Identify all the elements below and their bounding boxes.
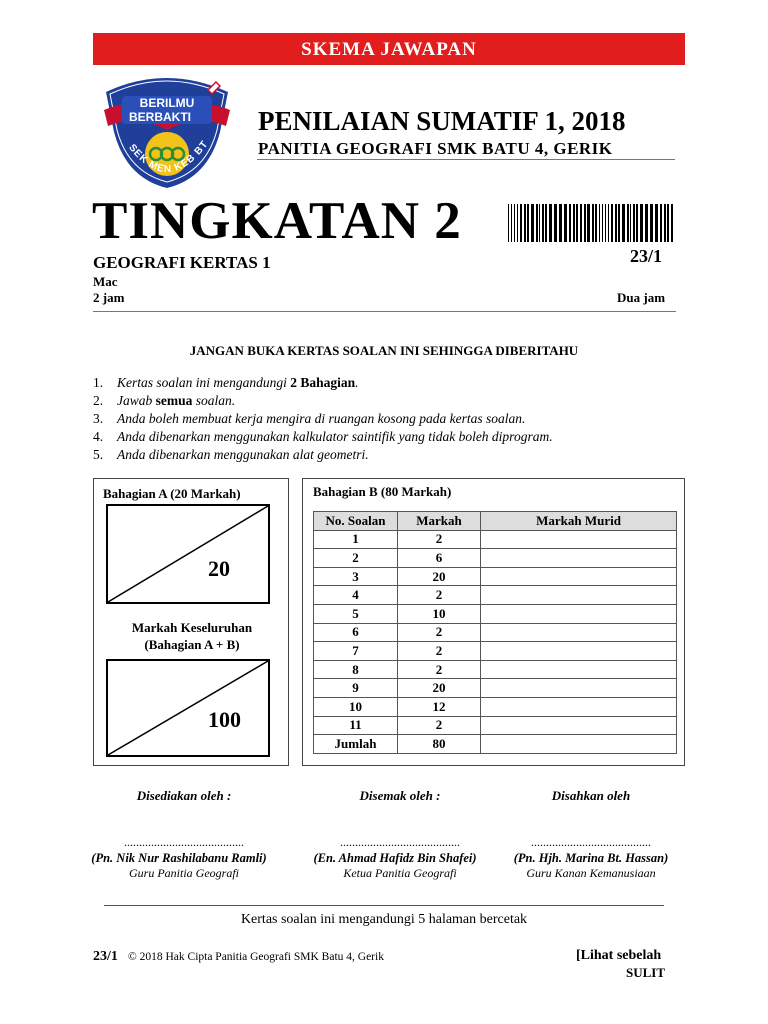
signatory-role: Guru Panitia Geografi xyxy=(129,866,239,880)
table-row: 4 2 xyxy=(314,586,677,605)
instruction-item: 1. Kertas soalan ini mengandungi 2 Bahagian. xyxy=(93,375,359,390)
instruction-item: 5. Anda dibenarkan menggunakan alat geometri. xyxy=(93,447,369,462)
exam-duration: 2 jam xyxy=(93,290,125,305)
column-header: Markah xyxy=(398,512,481,531)
table-row: 8 2 xyxy=(314,660,677,679)
signature-heading: Disediakan oleh : xyxy=(136,788,232,803)
info-divider xyxy=(93,311,676,312)
exam-month: Mac xyxy=(93,274,118,289)
exam-subtitle: PANITIA GEOGRAFI SMK BATU 4, GERIK xyxy=(258,139,613,158)
footer-copyright: © 2018 Hak Cipta Panitia Geografi SMK Batu 4, Gerik xyxy=(128,951,384,963)
signatory-role: Guru Kanan Kemanusiaan xyxy=(526,866,656,880)
section-a-score: 20 xyxy=(208,556,230,581)
table-row: 11 2 xyxy=(314,716,677,735)
student-mark-cell xyxy=(481,642,677,661)
logo-motto-2: BERBAKTI xyxy=(129,110,191,124)
instruction-item: 3. Anda boleh membuat kerja mengira di ruangan kosong pada kertas soalan. xyxy=(93,411,526,426)
footer-paper-code: 23/1 xyxy=(93,949,118,964)
signature-block-approved xyxy=(491,788,691,881)
exam-duration-words: Dua jam xyxy=(617,290,666,305)
logo-motto-1: BERILMU xyxy=(139,96,195,110)
instruction-item: 4. Anda dibenarkan menggunakan kalkulator saintifik yang tidak boleh diprogram. xyxy=(93,429,553,444)
logo-ring-text: SEK MEN KEB BT xyxy=(126,138,211,176)
section-b-label: Bahagian B (80 Markah) xyxy=(313,484,452,499)
table-row: 7 2 xyxy=(314,642,677,661)
total-score-sublabel: (Bahagian A + B) xyxy=(144,637,240,652)
marks-table xyxy=(313,511,677,754)
table-row: 10 12 xyxy=(314,697,677,716)
paper-code: 23/1 xyxy=(630,246,663,266)
page-count-note: Kertas soalan ini mengandungi 5 halaman bercetak xyxy=(240,912,528,927)
table-header-row xyxy=(314,512,677,531)
instruction-item: 2. Jawab semua soalan. xyxy=(93,393,236,408)
table-row: 5 10 xyxy=(314,604,677,623)
signature-line: ........................................ xyxy=(531,835,651,849)
signatory-role: Ketua Panitia Geografi xyxy=(343,866,457,880)
warning-notice: JANGAN BUKA KERTAS SOALAN INI SEHINGGA DIBERITAHU xyxy=(189,343,579,358)
table-row: 3 20 xyxy=(314,567,677,586)
signature-heading: Disemak oleh : xyxy=(359,788,441,803)
header-divider xyxy=(257,159,675,160)
signature-block-prepared xyxy=(84,788,284,881)
student-mark-cell xyxy=(481,604,677,623)
answer-scheme-banner: SKEMA JAWAPAN xyxy=(93,33,685,65)
section-a-score-box xyxy=(106,504,270,604)
exam-title: PENILAIAN SUMATIF 1, 2018 xyxy=(258,106,626,136)
student-mark-cell xyxy=(481,697,677,716)
signatory-name: (En. Ahmad Hafidz Bin Shafei) xyxy=(313,851,477,865)
student-mark-cell xyxy=(481,660,677,679)
subject-title: GEOGRAFI KERTAS 1 xyxy=(93,253,271,272)
student-mark-cell xyxy=(481,679,677,698)
student-mark-cell xyxy=(481,530,677,549)
student-mark-cell xyxy=(481,586,677,605)
table-row: 2 6 xyxy=(314,549,677,568)
school-logo xyxy=(96,70,238,190)
student-mark-cell xyxy=(481,623,677,642)
signature-heading: Disahkan oleh xyxy=(551,788,631,803)
form-level: TINGKATAN 2 xyxy=(92,192,462,250)
footer-divider xyxy=(104,905,664,906)
signature-line: ........................................ xyxy=(124,835,244,849)
section-a-box xyxy=(93,478,289,766)
student-mark-cell xyxy=(481,549,677,568)
barcode xyxy=(508,204,674,242)
footer-confidential: SULIT xyxy=(626,965,666,980)
signatory-name: (Pn. Nik Nur Rashilabanu Ramli) xyxy=(91,851,267,865)
total-score: 100 xyxy=(208,707,241,732)
total-score-label: Markah Keseluruhan xyxy=(131,620,253,635)
table-total-row: Jumlah 80 xyxy=(314,735,677,754)
table-row: 9 20 xyxy=(314,679,677,698)
table-row: 6 2 xyxy=(314,623,677,642)
signature-line: ........................................ xyxy=(340,835,460,849)
signature-block-checked xyxy=(300,788,500,881)
table-row: 1 2 xyxy=(314,530,677,549)
signatory-name: (Pn. Hjh. Marina Bt. Hassan) xyxy=(513,851,669,865)
total-score-box xyxy=(106,659,270,757)
section-a-label: Bahagian A (20 Markah) xyxy=(103,486,241,501)
student-mark-cell xyxy=(481,716,677,735)
instructions-list xyxy=(93,374,553,464)
column-header: No. Soalan xyxy=(314,512,398,531)
student-mark-cell xyxy=(481,567,677,586)
student-mark-cell xyxy=(481,735,677,754)
footer-see-next: [Lihat sebelah xyxy=(576,948,662,963)
column-header: Markah Murid xyxy=(481,512,677,531)
